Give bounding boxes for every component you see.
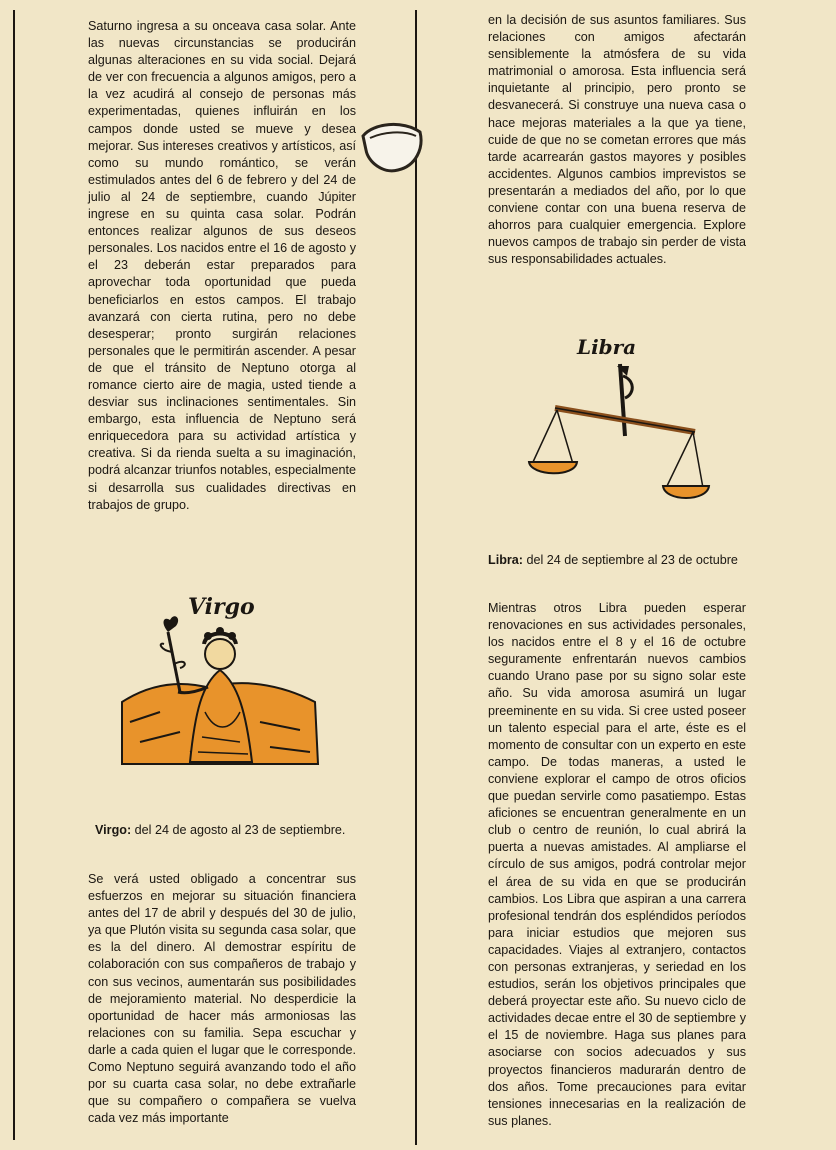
libra-heading-sign: Libra:	[488, 553, 523, 567]
libra-heading	[488, 552, 746, 569]
virgo-woodcut-illustration	[120, 592, 320, 767]
left-column-rule	[13, 10, 15, 1140]
libra-hook	[623, 376, 632, 398]
left-column-top	[88, 18, 356, 514]
right-column-bottom	[488, 600, 746, 1130]
virgo-heading-dates: del 24 de agosto al 23 de septiembre.	[131, 823, 346, 837]
paragraph-saturno: Saturno ingresa a su onceava casa solar. Ante las nuevas circunstancias se producirán algunas alteraciones en su vida social. Dejará de ver con frecuencia a algunos amigos, pero a la vez acudirá al consejo de personas más experimentadas, quienes influirán en los campos donde usted se mueve y desea mejorar. Sus intereses creativos y artísticos, así como su mundo romántico, se verán estimulados antes del 6 de febrero y del 24 de julio al 24 de septiembre, cuando Júpiter ingrese en su quinta casa solar. Podrán entonces realizar algunos de sus deseos personales. Los nacidos entre el 16 de agosto y el 23 deberán estar preparados para aprovechar toda oportunidad que pueda beneficiarlos en estos campos. El trabajo avanzará con cierta rutina, pero no debe desesperar; pronto surgirán relaciones personales que le permitirán ascender. A pesar de que el tránsito de Neptuno otorga al romance cierto aire de magia, usted tiende a desviar sus inclinaciones sentimentales. Sin embargo, esta influencia de Neptuno será enriquecedora para su actividad artística y creativa. Si da rienda suelta a su imaginación, podrá alcanzar triunfos notables, especialmente si desarrolla sus cualidades directivas en trabajos de grupo.	[88, 19, 356, 512]
libra-caption: Libra	[577, 336, 637, 359]
libra-right-strings	[667, 432, 703, 488]
libra-heading-dates: del 24 de septiembre al 23 de octubre	[522, 553, 738, 567]
libra-left-strings	[533, 410, 573, 464]
right-column-top	[488, 12, 746, 268]
paragraph-continuation: en la decisión de sus asuntos familiares. Sus relaciones con amigos afectarán sensiblemente la atmósfera de su vida matrimonial o amorosa. Esta influencia será inquietante al principio, pero pronto se desvanecerá. Si construye una nueva casa o hace mejoras materiales a la que ya tiene, cuide de que no se cometan errores que más tarde acarrearán gastos mayores y posibles accidentes. Algunos cambios imprevistos se presentarán a mediados del año, por lo que conviene contar con una buena reserva de ahorros para cualquier emergencia. Explore nuevos campos de trabajo sin perder de vista sus responsabilidades actuales.	[488, 13, 746, 267]
libra-post	[620, 364, 625, 436]
paper-smudge-mark	[358, 118, 428, 178]
virgo-flower-head	[164, 616, 179, 632]
libra-right-pan	[663, 486, 709, 498]
libra-woodcut-illustration	[525, 336, 715, 526]
libra-left-pan	[529, 462, 577, 473]
left-column-bottom	[88, 871, 356, 1127]
virgo-caption: Virgo	[188, 594, 255, 620]
center-column-rule	[415, 10, 417, 1145]
paragraph-libra: Mientras otros Libra pueden esperar renovaciones en sus actividades personales, los nacidos entre el 8 y el 16 de octubre seguramente enfrentarán nuevos cambios cuando Urano pase por su signo solar este año. Su vida amorosa asumirá un lugar preeminente en su vida. Si cree usted poseer un talento especial para el arte, éste es el momento de consultar con un experto en este campo. De todas maneras, a usted le conviene explorar el campo de otros oficios que puedan servirle como pasatiempo. Estas aficiones se encuentran generalmente en un club o centro de reunión, lo cual abrirá la puerta a nuevas amistades. Al ampliarse el círculo de sus amigos, podrá controlar mejor el área de su vida en que se producirán cambios. Los Libra que aspiran a una carrera profesional tendrán dos espléndidos períodos para iniciar estudios que mejoren sus capacidades. Viajes al extranjero, contactos con personas extranjeras, y seriedad en los estudios, serán los objetivos principales que deberá proyectar este año. Su nuevo ciclo de actividades decae entre el 30 de septiembre y el 15 de noviembre. Haga sus planes para asociarse con socios adecuados y sus proyectos financieros madurarán dentro de dos años. Tome precauciones para evitar tensiones innecesarias en la realización de sus planes.	[488, 601, 746, 1128]
virgo-figure-head	[205, 639, 235, 669]
paragraph-virgo: Se verá usted obligado a concentrar sus esfuerzos en mejorar su situación financiera antes del 17 de abril y después del 30 de julio, ya que Plutón visita su segunda casa solar, que es la del dinero. Al demostrar espíritu de colaboración con sus compañeros de trabajo y con sus vecinos, aumentarán sus posibilidades de mejoramiento material. No desperdicie la oportunidad de hacer más armoniosas las relaciones con su familia. Sepa escuchar y darle a cada quien el lugar que le corresponde. Como Neptuno seguirá avanzando todo el año por su cuarta casa solar, no debe extrañarle que su compañero o compañera se vuelva cada vez más importante	[88, 872, 356, 1126]
virgo-heading	[95, 822, 357, 839]
virgo-heading-sign: Virgo:	[95, 823, 132, 837]
